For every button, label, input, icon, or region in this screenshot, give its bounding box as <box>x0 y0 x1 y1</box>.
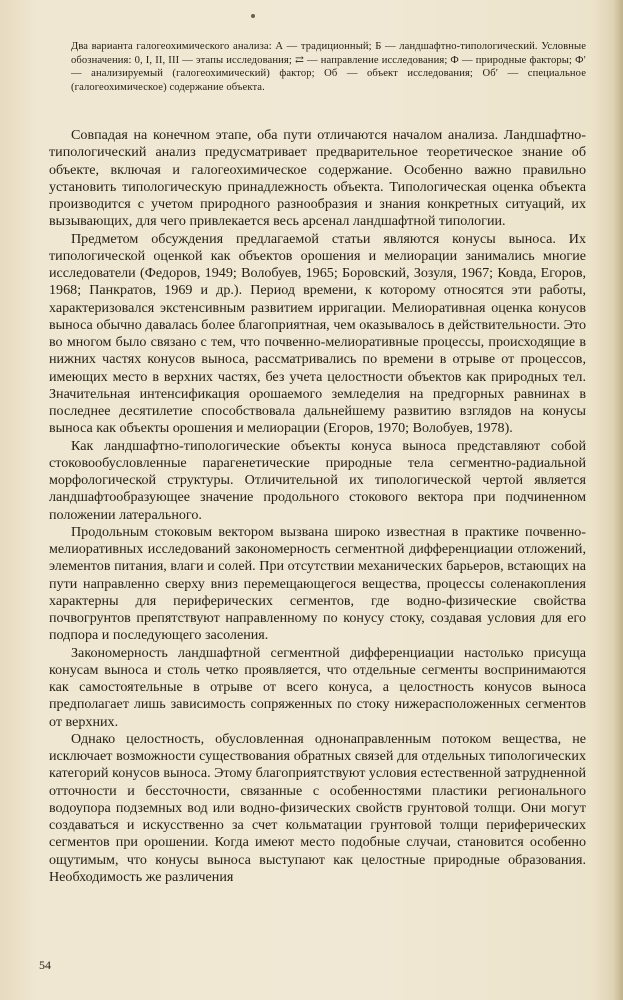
paragraph: Как ландшафтно-типологические объекты конуса выноса представляют собой стоковообусловленные парагенетические природные тела сегментно-радиальной морфологической структуры. Отличительной их типологической чертой является ландшафтообразующее значение продольного стокового вектора при подчиненном положении латерального. <box>49 437 586 523</box>
page-number: 54 <box>39 958 51 972</box>
paragraph: Продольным стоковым вектором вызвана широко известная в практике почвенно-мелиоративных исследований закономерность сегментной дифференциации отложений, элементов питания, влаги и солей. При отсутствии механических барьеров, встающих на пути направленно сверху вниз перемещающегося вещества, процессы соленакопления характерны для периферических сегментов, где водно-физические свойства почвогрунтов препятствуют направленному по конусу стоку, создавая условия для его подпора и последующего засоления. <box>49 523 586 644</box>
page-edge-shadow <box>613 0 623 1000</box>
paragraph: Закономерность ландшафтной сегментной дифференциации настолько присуща конусам выноса и столь четко проявляется, что отдельные сегменты воспринимаются как самостоятельные в отрыве от всего конуса, а целостность конусов выноса предполагает лишь зависимость сопряженных по стоку нижерасположенных сегментов от верхних. <box>49 644 586 730</box>
article-body <box>49 127 586 886</box>
paragraph: Предметом обсуждения предлагаемой статьи являются конусы выноса. Их типологической оценкой как объектов орошения и мелиорации занимались многие исследователи (Федоров, 1949; Волобуев, 1965; Боровский, Зозуля, 1967; Ковда, Егоров, 1968; Панкратов, 1969 и др.). Период времени, к которому относятся эти работы, характеризовался экстенсивным развитием ирригации. Мелиоративная оценка конусов выноса обычно давалась более благоприятная, чем оказывалось в действительности. Это во многом было связано с тем, что почвенно-мелиоративные процессы, происходящие в нижних частях конусов выноса, рассматривались по времени в отрыве от процессов, имеющих место в верхних частях, без учета целостности объектов как природных тел. Значительная интенсификация орошаемого земледелия на предгорных равнинах в последнее десятилетие способствовала дальнейшему развитию взглядов на конусы выноса как объекты орошения и мелиорации (Егоров, 1970; Волобуев, 1978). <box>49 230 586 437</box>
print-mark <box>251 14 255 18</box>
paragraph: Однако целостность, обусловленная однонаправленным потоком вещества, не исключает возможности существования обратных связей для отдельных типологических категорий конусов выноса. Этому благоприятствуют условия естественной затрудненной отточности и бессточности, связанные с особенностями пластики регионального водоупора подземных вод или водно-физических свойств грунтовой толщи. Они могут создаваться и искусственно за счет кольматации грунтовой толщи периферических сегментов при орошении. Когда имеют место подобные случаи, становится особенно ощутимым, что конусы выноса выступают как целостные природные образования. Необходимость же различения <box>49 730 586 885</box>
paragraph: Совпадая на конечном этапе, оба пути отличаются началом анализа. Ландшафтно-типологический анализ предусматривает предварительное теоретическое знание об объекте, включая и галогеохимическое содержание. Особенно важно правильно установить типологическую принадлежность объекта. Типологическая оценка объекта производится с учетом природного разнообразия и знания конкретных ситуаций, их вызывающих, для чего привлекается весь арсенал ландшафтной типологии. <box>49 127 586 230</box>
figure-caption: Два варианта галогеохимического анализа: А — традиционный; Б — ландшафтно-типологический. Условные обозначения: 0, I, II, III — этапы исследования; ⇄ — направление исследования; Ф — природные факторы; Ф′ — анализируемый (галогеохимический) фактор; Об — объект исследования; Об′ — специальное (галогеохимическое) содержание объекта. <box>71 41 586 94</box>
